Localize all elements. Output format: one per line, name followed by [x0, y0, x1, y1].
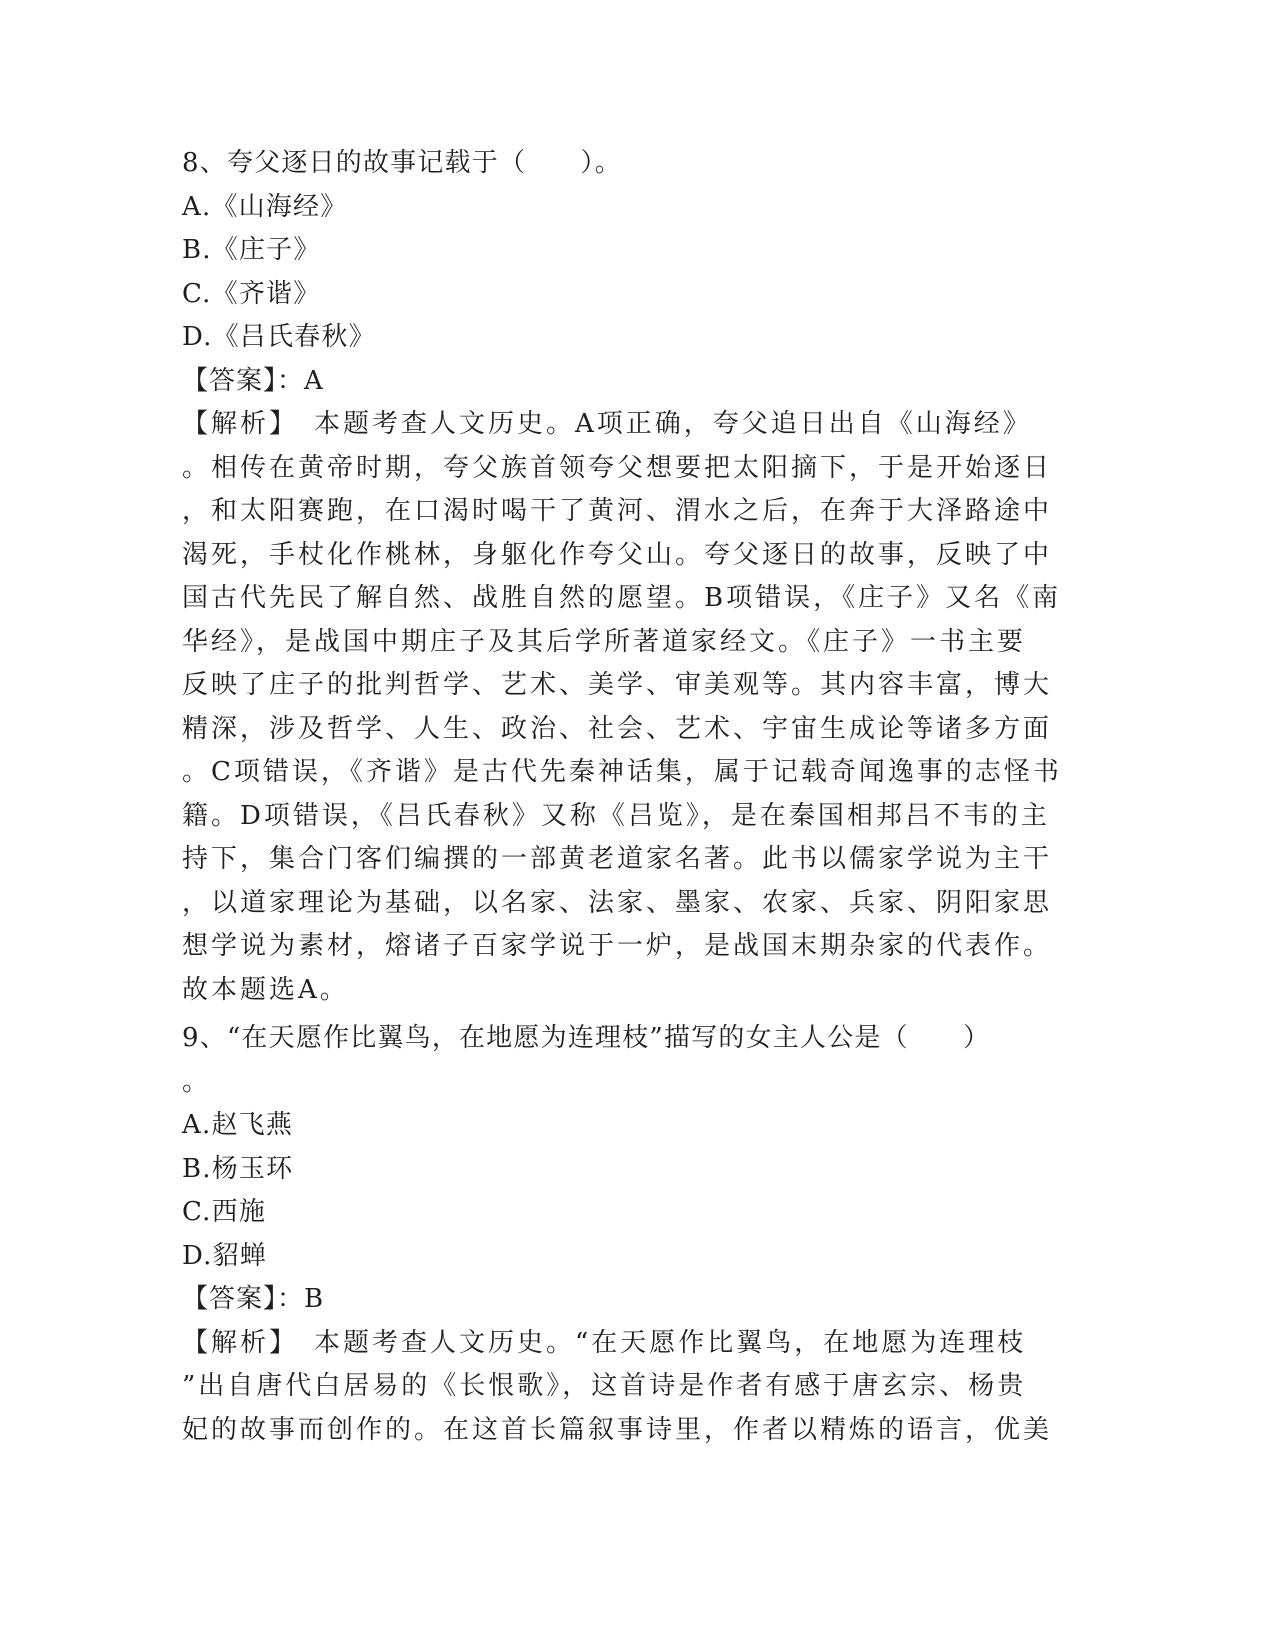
document-page — [182, 142, 1082, 1452]
option-d: D.貂蝉 — [182, 1240, 267, 1271]
analysis-line: 籍。D项错误，《吕氏春秋》又称《吕览》，是在秦国相邦吕不韦的主 — [182, 800, 1050, 831]
option-c: C.西施 — [182, 1197, 267, 1227]
option-b: B.《庄子》 — [182, 235, 321, 265]
analysis-line: ”出自唐代白居易的《长恨歌》，这首诗是作者有感于唐玄宗、杨贵 — [182, 1371, 1027, 1401]
question-8 — [182, 142, 1082, 1012]
analysis-line: 国古代先民了解自然、战胜自然的愿望。B项错误，《庄子》又名《南 — [182, 583, 1062, 613]
analysis-line: 故本题选A。 — [182, 974, 349, 1005]
question-stem: 8、夸父逐日的故事记载于（ ）。 — [182, 148, 622, 178]
analysis-line: ，和太阳赛跑，在口渴时喝干了黄河、渭水之后，在奔于大泽路途中 — [182, 496, 1053, 526]
analysis-line: 【解析】 本题考查人文历史。“在天愿作比翼鸟，在地愿为连理枝 — [182, 1327, 1027, 1358]
question-stem-continued: 。 — [182, 1066, 210, 1097]
answer-line: 【答案】：B — [182, 1284, 325, 1314]
option-b: B.杨玉环 — [182, 1153, 294, 1184]
analysis-line: 反映了庄子的批判哲学、艺术、美学、审美观等。其内容丰富，博大 — [182, 670, 1053, 700]
analysis-line: 。C项错误，《齐谐》是古代先秦神话集，属于记载奇闻逸事的志怪书 — [182, 757, 1062, 787]
analysis-line: 【解析】 本题考查人文历史。A项正确，夸父追日出自《山海经》 — [182, 409, 1032, 439]
analysis-line: 。相传在黄帝时期，夸父族首领夸父想要把太阳摘下，于是开始逐日 — [182, 452, 1053, 483]
option-a: A.赵飞燕 — [182, 1110, 294, 1140]
analysis-line: 精深，涉及哲学、人生、政治、社会、艺术、宇宙生成论等诸多方面 — [182, 713, 1053, 744]
analysis-line: ，以道家理论为基础，以名家、法家、墨家、农家、兵家、阴阳家思 — [182, 887, 1053, 918]
analysis-line: 妃的故事而创作的。在这首长篇叙事诗里，作者以精炼的语言，优美 — [182, 1414, 1053, 1445]
analysis-line: 华经》，是战国中期庄子及其后学所著道家经文。《庄子》一书主要 — [182, 626, 1027, 657]
answer-line: 【答案】：A — [182, 365, 324, 396]
question-stem: 9、“在天愿作比翼鸟，在地愿为连理枝”描写的女主人公是（ ） — [182, 1023, 991, 1053]
analysis-line: 持下，集合门客们编撰的一部黄老道家名著。此书以儒家学说为主干 — [182, 844, 1053, 874]
option-a: A.《山海经》 — [182, 191, 348, 222]
question-9 — [182, 1017, 1082, 1452]
option-c: C.《齐谐》 — [182, 278, 321, 309]
option-d: D.《吕氏春秋》 — [182, 322, 376, 352]
analysis-line: 渴死，手杖化作桃林，身躯化作夸父山。夸父逐日的故事，反映了中 — [182, 539, 1053, 570]
analysis-line: 想学说为素材，熔诸子百家学说于一炉，是战国末期杂家的代表作。 — [182, 931, 1053, 961]
